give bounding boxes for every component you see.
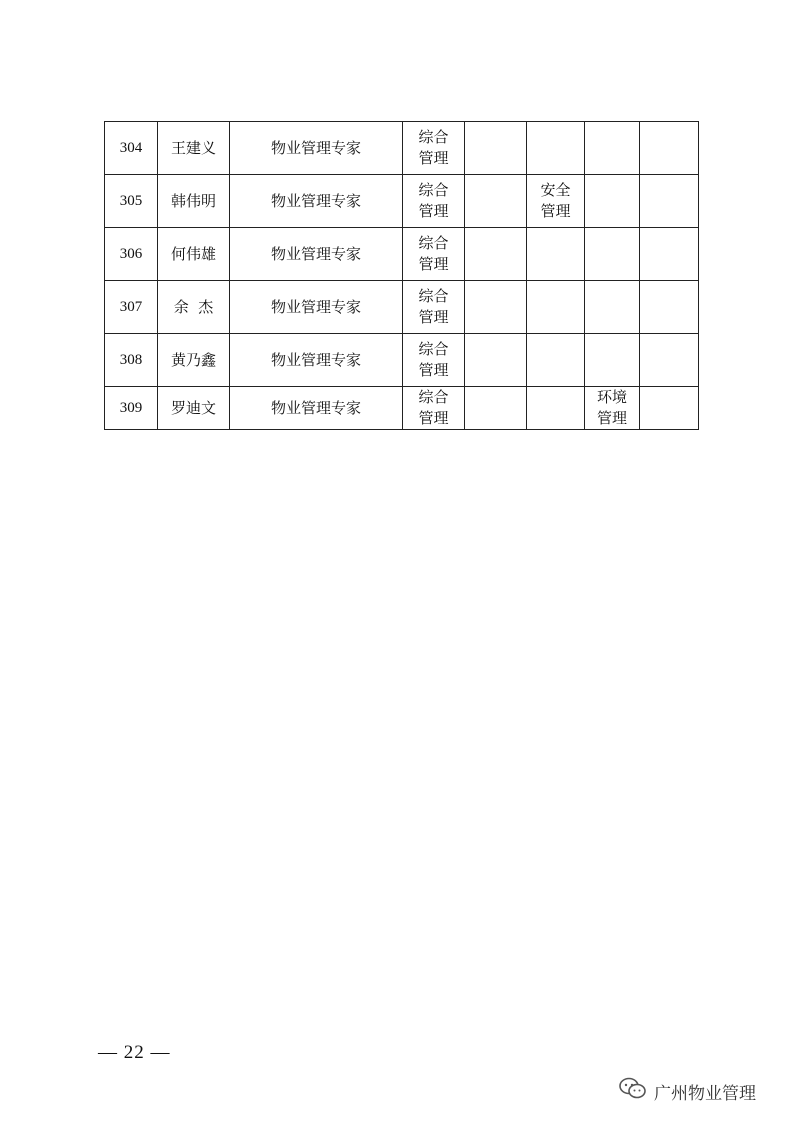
row-category-3 (527, 281, 585, 334)
row-title: 物业管理专家 (230, 228, 403, 281)
row-category-1: 综合 管理 (403, 228, 465, 281)
row-category-2 (465, 175, 527, 228)
row-title: 物业管理专家 (230, 334, 403, 387)
row-title: 物业管理专家 (230, 122, 403, 175)
table-row (105, 281, 699, 334)
row-category-2 (465, 334, 527, 387)
watermark (618, 1076, 756, 1107)
row-category-3 (527, 228, 585, 281)
table-row (105, 228, 699, 281)
row-id: 305 (105, 175, 158, 228)
row-category-5 (640, 334, 699, 387)
row-category-4 (585, 175, 640, 228)
row-category-5 (640, 122, 699, 175)
row-title: 物业管理专家 (230, 175, 403, 228)
row-name: 韩伟明 (158, 175, 230, 228)
table-row (105, 334, 699, 387)
row-id: 309 (105, 387, 158, 430)
row-category-3 (527, 334, 585, 387)
row-category-4 (585, 334, 640, 387)
row-name: 何伟雄 (158, 228, 230, 281)
table-row (105, 122, 699, 175)
table-row (105, 387, 699, 430)
row-category-4: 环境 管理 (585, 387, 640, 430)
row-category-2 (465, 387, 527, 430)
row-name: 罗迪文 (158, 387, 230, 430)
row-id: 308 (105, 334, 158, 387)
row-category-1: 综合 管理 (403, 175, 465, 228)
row-category-5 (640, 387, 699, 430)
row-category-5 (640, 228, 699, 281)
row-title: 物业管理专家 (230, 387, 403, 430)
row-category-4 (585, 122, 640, 175)
page-number: — 22 — (98, 1042, 171, 1063)
row-category-1: 综合 管理 (403, 334, 465, 387)
row-category-4 (585, 228, 640, 281)
row-title: 物业管理专家 (230, 281, 403, 334)
row-category-2 (465, 122, 527, 175)
row-category-3 (527, 387, 585, 430)
row-id: 304 (105, 122, 158, 175)
row-name: 黄乃鑫 (158, 334, 230, 387)
row-category-4 (585, 281, 640, 334)
row-category-5 (640, 281, 699, 334)
row-name: 余 杰 (158, 281, 230, 334)
wechat-icon (618, 1076, 648, 1107)
row-category-3: 安全 管理 (527, 175, 585, 228)
row-category-2 (465, 281, 527, 334)
watermark-text: 广州物业管理 (654, 1084, 756, 1104)
row-category-1: 综合 管理 (403, 387, 465, 430)
row-id: 306 (105, 228, 158, 281)
row-name: 王建义 (158, 122, 230, 175)
row-category-3 (527, 122, 585, 175)
row-category-2 (465, 228, 527, 281)
table-row (105, 175, 699, 228)
row-category-5 (640, 175, 699, 228)
row-category-1: 综合 管理 (403, 122, 465, 175)
row-category-1: 综合 管理 (403, 281, 465, 334)
row-id: 307 (105, 281, 158, 334)
expert-roster-table (104, 121, 699, 430)
